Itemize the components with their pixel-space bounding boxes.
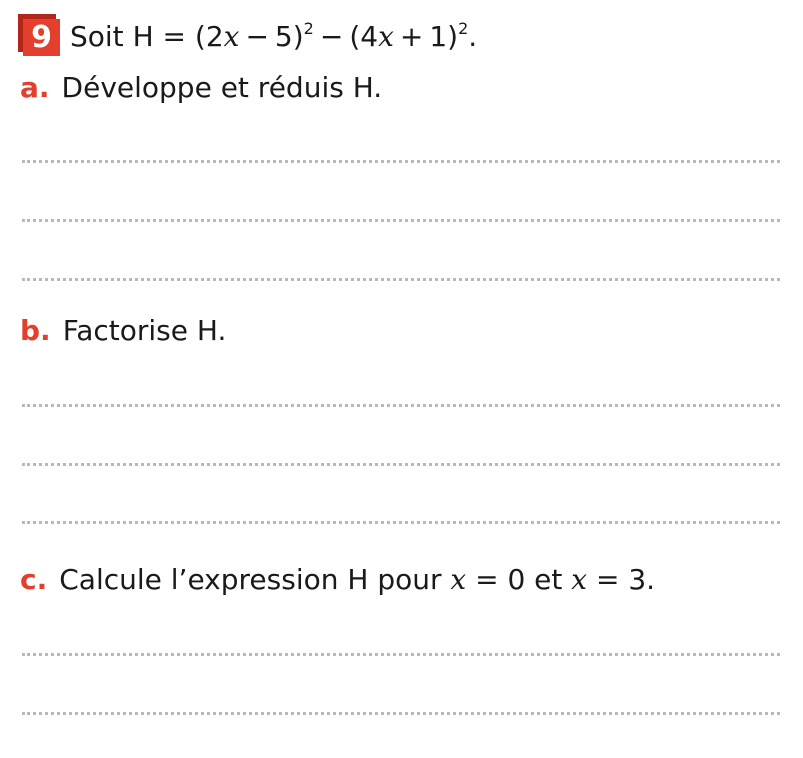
answer-line-a-1[interactable] (22, 160, 780, 163)
question-b-label: b. (20, 314, 51, 347)
exercise-number: 9 (23, 19, 60, 56)
question-b (20, 313, 226, 349)
question-a-text: Développe et réduis H. (61, 71, 383, 104)
statement-intro: Soit H = (70, 20, 195, 53)
expr-minus-1: − (245, 20, 269, 53)
expr-variable-x-1: x (223, 20, 240, 53)
expr-open-1: (2 (194, 20, 224, 53)
answer-line-b-1[interactable] (22, 404, 780, 407)
expr-plus-1: + (399, 20, 424, 53)
answer-line-b-2[interactable] (22, 463, 780, 466)
expr-exponent-2: 2 (458, 19, 469, 38)
expr-minus-2: − (319, 20, 344, 53)
question-c-variable-x-2: x (571, 563, 588, 596)
answer-line-a-2[interactable] (22, 219, 780, 222)
question-a-label: a. (20, 71, 50, 104)
answer-line-c-2[interactable] (22, 712, 780, 715)
question-a (20, 70, 382, 106)
question-c-text: Calcule l’expression H pour (59, 563, 451, 596)
question-c-equals-3: = 3. (587, 563, 656, 596)
question-c (20, 562, 655, 598)
question-c-equals-0: = 0 et (466, 563, 572, 596)
expr-period: . (468, 20, 478, 53)
question-c-label: c. (20, 563, 48, 596)
answer-line-a-3[interactable] (22, 278, 780, 281)
expr-variable-x-2: x (378, 20, 394, 53)
answer-line-b-3[interactable] (22, 521, 780, 524)
exercise-statement (70, 19, 477, 55)
expr-open-2: (4 (349, 20, 379, 53)
question-c-variable-x-1: x (450, 563, 467, 596)
expr-close-2: 1) (429, 20, 459, 53)
expr-exponent-1: 2 (303, 19, 314, 38)
answer-line-c-1[interactable] (22, 653, 780, 656)
exercise-number-badge (18, 14, 60, 56)
question-b-text: Factorise H. (62, 314, 227, 347)
expr-close-1: 5) (274, 20, 304, 53)
